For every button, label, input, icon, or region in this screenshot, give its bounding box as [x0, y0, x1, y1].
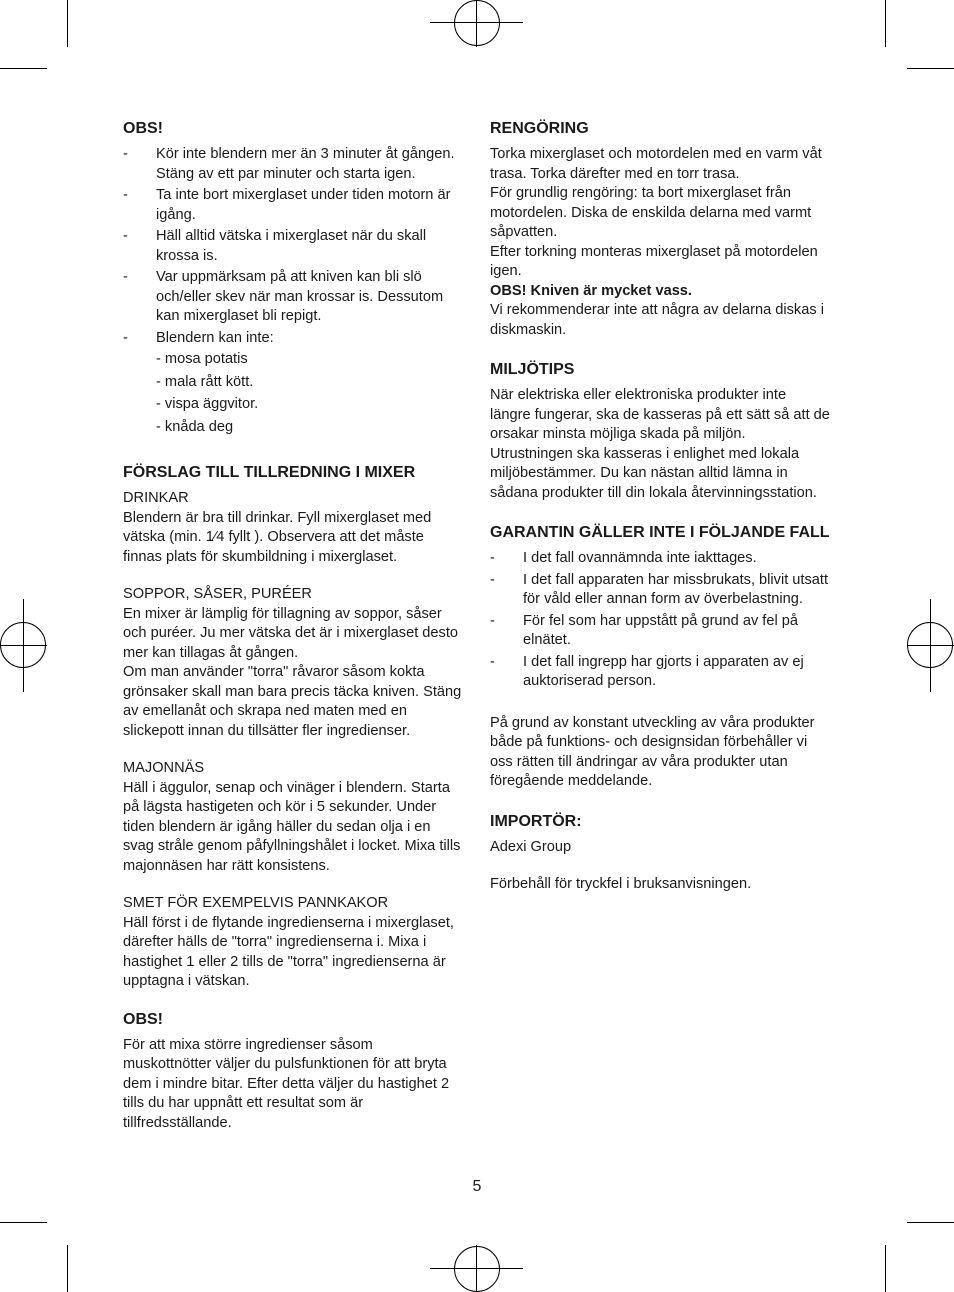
crop-mark: [885, 1245, 886, 1292]
list-item: - Ta inte bort mixerglaset under tiden motorn är igång.: [123, 186, 463, 225]
disclaimer: Förbehåll för tryckfel i bruksanvisningen.: [490, 876, 752, 892]
list-item-text: Blendern kan inte:: [156, 329, 274, 346]
page-number: 5: [472, 1178, 482, 1195]
importor-section: [490, 812, 830, 895]
obs-list: [123, 145, 463, 437]
miljotips-section: [490, 360, 830, 503]
section-title: OBS!: [123, 1010, 163, 1028]
section-title: MILJÖTIPS: [490, 361, 575, 378]
crop-mark: [907, 1222, 954, 1223]
right-column: [490, 119, 830, 895]
paragraph: På grund av konstant utveckling av våra produkter både på funktions- och designsidan förbehåller vi oss rätten till ändringar av våra produkter utan föregående meddelande.: [490, 714, 815, 789]
rengoring-section: [490, 119, 830, 340]
list-item: - I det fall ovannämnda inte iakttages.: [490, 549, 830, 569]
crop-mark: [0, 68, 47, 69]
list-item: - Kör inte blendern mer än 3 minuter åt gången. Stäng av ett par minuter och starta igen.: [123, 145, 463, 184]
paragraph: För att mixa större ingredienser såsom muskottnötter väljer du pulsfunktionen för att bryta dem i mindre bitar. Efter detta väljer du hastighet 2 tills du har uppnått ett resultat som är tillfredsställande.: [123, 1036, 450, 1131]
crop-mark: [67, 1245, 68, 1292]
paragraph: För grundlig rengöring: ta bort mixerglaset från motordelen. Diska de enskilda delarna med varmt såpvatten.: [490, 185, 812, 240]
list-item: - Var uppmärksam på att kniven kan bli slö och/eller skev när man krossar is. Dessutom kan mixerglaset bli repigt.: [123, 268, 463, 327]
forslag-section: [123, 463, 463, 992]
warning-text: OBS! Kniven är mycket vass.: [490, 282, 692, 299]
obs-section: [123, 1010, 463, 1134]
paragraph: Häll i äggulor, senap och vinäger i blendern. Starta på lägsta hastigeten och kör i 5 sekunder. Under tiden blendern är igång häller du sedan olja i en svag stråle genom påfyllningshålet i locket. Mixa tills majonnäsen har rätt konsistens.: [123, 779, 461, 874]
crop-mark: [0, 1222, 47, 1223]
left-column: [123, 119, 463, 1133]
subsection-title: SMET FÖR EXEMPELVIS PANNKAKOR: [123, 895, 389, 911]
company-name: Adexi Group: [490, 838, 572, 855]
sub-list-item: - mala rått kött.: [156, 373, 254, 390]
subsection-title: SOPPOR, SÅSER, PURÉER: [123, 586, 312, 602]
garanti-section: [490, 523, 830, 792]
sub-list-item: - mosa potatis: [156, 351, 248, 367]
paragraph: Torka mixerglaset och motordelen med en varm våt trasa. Torka därefter med en torr trasa.: [490, 146, 822, 182]
crop-mark: [67, 0, 68, 47]
crop-mark: [885, 0, 886, 47]
section-title: GARANTIN GÄLLER INTE I FÖLJANDE FALL: [490, 524, 830, 541]
section-title: OBS!: [123, 120, 163, 137]
sub-list: [156, 350, 463, 437]
paragraph: Efter torkning monteras mixerglaset på motordelen igen.: [490, 243, 818, 279]
paragraph: Blendern är bra till drinkar. Fyll mixerglaset med vätska (min. 1⁄4 fyllt ). Observera att det måste finnas plats för skumbildning i mixerglaset.: [123, 509, 432, 565]
paragraph: Om man använder "torra" råvaror såsom kokta grönsaker skall man bara precis täcka kniven. Stäng av emellanåt och skrapa ned maten med en slickepott innan du tillsätter fler ingredienser.: [123, 664, 462, 739]
paragraph: När elektriska eller elektroniska produkter inte längre fungerar, ska de kasseras på ett sätt så att de orsakar minsta möjliga skada på miljön. Utrustningen ska kasseras i enlighet med lokala miljöbestämmer. Du kan nästan alltid lämna in sådana produkter till din lokala återvinningsstation.: [490, 387, 830, 501]
section-title: FÖRSLAG TILL TILLREDNING I MIXER: [123, 464, 416, 481]
section-title: RENGÖRING: [490, 120, 589, 137]
crop-mark: [907, 68, 954, 69]
list-item: [123, 329, 463, 438]
list-item: - I det fall ingrepp har gjorts i apparaten av ej auktoriserad person.: [490, 653, 830, 692]
obs-section: [123, 119, 463, 437]
garanti-list: [490, 549, 830, 692]
paragraph: En mixer är lämplig för tillagning av soppor, såser och puréer. Ju mer vätska det är i mixerglaset desto mer kan tillagas åt gången.: [123, 605, 459, 661]
list-item: - För fel som har uppstått på grund av fel på elnätet.: [490, 612, 830, 651]
sub-list-item: - vispa äggvitor.: [156, 396, 259, 412]
paragraph: Häll först i de flytande ingredienserna i mixerglaset, därefter hälls de "torra" ingredienserna i. Mixa i hastighet 1 eller 2 tills de "torra" ingredienserna är upptagna i vätskan.: [123, 914, 454, 989]
section-title: IMPORTÖR:: [490, 812, 582, 830]
subsection-title: DRINKAR: [123, 490, 189, 506]
paragraph: Vi rekommenderar inte att några av delarna diskas i diskmaskin.: [490, 302, 824, 338]
sub-list-item: - knåda deg: [156, 418, 234, 435]
list-item: - I det fall apparaten har missbrukats, blivit utsatt för våld eller annan form av överbelastning.: [490, 571, 830, 610]
list-item: - Häll alltid vätska i mixerglaset när du skall krossa is.: [123, 227, 463, 266]
subsection-title: MAJONNÄS: [123, 760, 205, 776]
